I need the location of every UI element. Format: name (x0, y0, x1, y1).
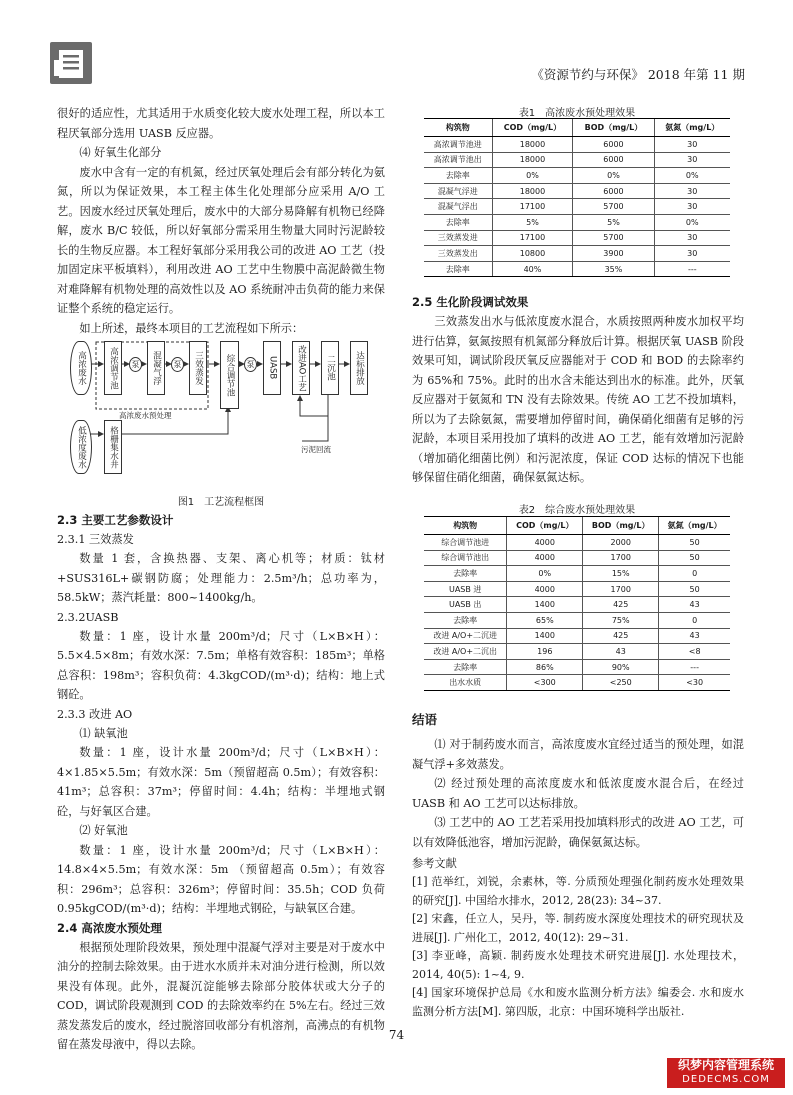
table-cell: 196 (507, 644, 583, 660)
pump-node: 泵 (244, 357, 257, 372)
paragraph: 数量：1 座，设计水量 200m³/d；尺寸（L×B×H）：14.8×4×5.5m；有效水深：5m （预留超高 0.5m）；有效容积：296m³；总容积：326m³；停留时间：35.5h；COD 负荷 0.95kgCOD/(m³·d)；结构：半埋地式钢砼，与缺氧区合建。 (57, 843, 385, 915)
table-cell: 65% (507, 612, 583, 628)
table-cell: 0% (654, 168, 730, 184)
table-cell: --- (659, 659, 730, 675)
table-cell: <250 (583, 675, 659, 691)
references-heading: 参考文献 (412, 857, 457, 870)
table-cell: 6000 (573, 137, 654, 153)
paragraph: 废水中含有一定的有机氮，经过厌氧处理后会有部分转化为氨氮，所以为保证效果，本工程主体生化处理部分应采用 A/O 工艺。因废水经过厌氧处理后，废水中的大部分易降解有机物已经降解，废水 B/C 较低，所以好氧部分需采用生物量大同时污泥龄较长的生物反应器。本工程好氧部分采用我公司的改进 AO 工艺（投加固定床平板填料），利用改进 AO 工艺中生物膜中高泥龄微生物对难降解有机物处理的高效性以及 AO 系统耐冲击负荷的能力来保证整个系统的稳定运行。 (57, 165, 385, 315)
table-cell: 425 (583, 597, 659, 613)
table-header: 构筑物 (424, 119, 492, 137)
table-cell: 17100 (492, 199, 573, 215)
table-cell: 30 (654, 199, 730, 215)
table1 (424, 118, 730, 277)
paragraph: 三效蒸发出水与低浓度废水混合，水质按照两种废水加权平均进行估算，氨氮按照有机氮部分释放后计算。根据厌氧 UASB 阶段效果可知，调试阶段厌氧反应器能对于 COD 和 BOD 的去除率约为 65%和 75%。此时的出水含未能达到出水的标准。此外，厌氧反应器对于氨氮和 TN 没有去除效果。传统 AO 工艺不投加填料，所以为了去除氨氮，需要增加停留时间，确保硝化细菌有足够的污泥龄，本项目采用投加了填料的改进 AO 工艺，能有效增加污泥龄（增加硝化细菌比例）和污泥浓度，保证 COD 达标的情况下也能够保留住硝化细菌，确保氨氮达标。 (412, 315, 744, 484)
table-row (424, 550, 730, 566)
table-cell: 三效蒸发进 (424, 230, 492, 246)
watermark-line2: DEDECMS.COM (682, 1074, 770, 1085)
table-cell: 30 (654, 246, 730, 262)
subsection-heading: 2.3.2UASB (57, 610, 119, 624)
journal-title: 《资源节约与环保》 2018 年第 11 期 (531, 67, 745, 82)
item-title: ⑵ 好氧池 (79, 824, 128, 837)
table-cell: <30 (659, 675, 730, 691)
table-header: COD（mg/L） (507, 517, 583, 535)
table-row (424, 261, 730, 277)
conclusion-heading: 结语 (412, 712, 438, 727)
table-cell: 去除率 (424, 261, 492, 277)
conclusion-item: ⑵ 经过预处理的高浓度废水和低浓度废水混合后，在经过 UASB 和 AO 工艺可以达标排放。 (412, 777, 744, 810)
conclusion-item: ⑴ 对于制药废水而言，高浓度废水宜经过适当的预处理，如混凝气浮+多效蒸发。 (412, 738, 744, 771)
section-heading: 2.5 生化阶段调试效果 (412, 295, 529, 309)
table-row (424, 612, 730, 628)
table-cell: 去除率 (424, 612, 507, 628)
table-cell: 1700 (583, 550, 659, 566)
table-cell: 75% (583, 612, 659, 628)
table-cell: 去除率 (424, 168, 492, 184)
table-row (424, 214, 730, 230)
table-row (424, 597, 730, 613)
process-flow-diagram (57, 336, 391, 486)
table-cell: UASB 进 (424, 581, 507, 597)
table-row (424, 230, 730, 246)
uasb-node: UASB (263, 341, 281, 395)
table-cell: 6000 (573, 183, 654, 199)
triple-effect-evaporation-node: 三效蒸发 (189, 341, 207, 395)
grid-collection-well-node: 格栅集水井 (104, 420, 122, 474)
right-column-bottom (412, 710, 744, 1021)
table-cell: 高浓调节池进 (424, 137, 492, 153)
journal-logo-icon (50, 42, 92, 84)
table-cell: 4000 (507, 535, 583, 551)
table-cell: 5% (573, 214, 654, 230)
pump-node: 泵 (171, 357, 184, 372)
table-row (424, 199, 730, 215)
table-cell: 86% (507, 659, 583, 675)
table-cell: 三效蒸发出 (424, 246, 492, 262)
table-cell: 0% (573, 168, 654, 184)
table-cell: 43 (583, 644, 659, 660)
right-column-mid (412, 293, 744, 488)
table-cell: 0% (654, 214, 730, 230)
table-cell: 40% (492, 261, 573, 277)
paragraph: 如上所述，最终本项目的工艺流程如下所示： (79, 321, 304, 335)
paragraph: 根据预处理阶段效果，预处理中混凝气浮对主要是对于废水中油分的控制去除效果。由于进水水质并未对油分进行检测，所以效果没有体现。此外，混凝沉淀能够去除部分胶体状或大分子的 COD，调试阶段观测到 COD 的去除效率约在 5%左右。经过三效蒸发蒸发后的废水，经过脱溶回收部分有机溶剂，高沸点的有机物留在蒸发母液中，得以去除。 (57, 940, 385, 1051)
table-row (424, 675, 730, 691)
table-cell: --- (654, 261, 730, 277)
watermark-line1: 织梦内容管理系统 (677, 1058, 774, 1072)
coagulation-flotation-node: 混凝气浮 (147, 341, 165, 395)
table-cell: 改进 A/O+二沉进 (424, 628, 507, 644)
table-cell: 50 (659, 550, 730, 566)
reference-item: [4] 国家环境保护总局《水和废水监测分析方法》编委会. 水和废水监测分析方法[M]. 第四版，北京：中国环境科学出版社. (412, 986, 744, 1018)
table-header: COD（mg/L） (492, 119, 573, 137)
subsection-heading: 2.3.1 三效蒸发 (57, 533, 134, 546)
low-conc-wastewater-node: 低浓度废水 (70, 420, 92, 474)
table-cell: 混凝气浮出 (424, 199, 492, 215)
table1-caption: 表1 高浓废水预处理效果 (518, 108, 636, 119)
table-cell: 18000 (492, 137, 573, 153)
table-cell: 10800 (492, 246, 573, 262)
table-cell: 1400 (507, 597, 583, 613)
table-cell: 混凝气浮进 (424, 183, 492, 199)
table-cell: <300 (507, 675, 583, 691)
left-column-bottom (57, 511, 385, 1055)
table-cell: 18000 (492, 183, 573, 199)
page-number: 74 (388, 1028, 405, 1042)
section-heading: 2.3 主要工艺参数设计 (57, 513, 174, 527)
table-cell: 6000 (573, 152, 654, 168)
pretreatment-label: 高浓废水预处理 (119, 411, 172, 420)
table-header: BOD（mg/L） (583, 517, 659, 535)
table-cell: 3900 (573, 246, 654, 262)
table-header: BOD（mg/L） (573, 119, 654, 137)
left-column-top (57, 104, 385, 338)
discharge-node: 达标排放 (350, 341, 368, 395)
table-cell: 1400 (507, 628, 583, 644)
table-cell: 1700 (583, 581, 659, 597)
table-cell: 35% (573, 261, 654, 277)
table-cell: 30 (654, 183, 730, 199)
secondary-clarifier-node: 二沉池 (321, 341, 339, 395)
table-row (424, 644, 730, 660)
item-title: ⑴ 缺氧池 (79, 726, 128, 740)
table-cell: <8 (659, 644, 730, 660)
reference-item: [2] 宋鑫，任立人，吴丹，等. 制药废水深度处理技术的研究现状及进展[J]. 广州化工，2012, 40(12): 29~31. (412, 912, 744, 944)
table-cell: 50 (659, 535, 730, 551)
table-cell: 4000 (507, 550, 583, 566)
table2 (424, 516, 730, 691)
table-row (424, 168, 730, 184)
table-cell: 综合调节池出 (424, 550, 507, 566)
watermark (667, 1058, 785, 1088)
table-row (424, 566, 730, 582)
table-row (424, 581, 730, 597)
table-row (424, 659, 730, 675)
table-cell: 5% (492, 214, 573, 230)
improved-ao-node: 改进AO工艺 (292, 341, 310, 395)
table-cell: 18000 (492, 152, 573, 168)
table-row (424, 628, 730, 644)
table-header: 构筑物 (424, 517, 507, 535)
table-row (424, 246, 730, 262)
table-cell: 5700 (573, 199, 654, 215)
table-cell: 去除率 (424, 214, 492, 230)
section-title: ⑷ 好氧生化部分 (79, 146, 162, 159)
high-conc-regulating-tank-node: 高浓调节池 (104, 341, 122, 395)
paragraph: 很好的适应性，尤其适用于水质变化较大废水处理工程，所以本工程厌氧部分选用 UASB 反应器。 (57, 107, 385, 140)
table-cell: 2000 (583, 535, 659, 551)
table-cell: 50 (659, 581, 730, 597)
table-cell: 去除率 (424, 659, 507, 675)
table-cell: 17100 (492, 230, 573, 246)
paragraph: 数量：1 座，设计水量 200m³/d；尺寸（L×B×H）：5.5×4.5×8m；有效水深：7.5m；单格有效容积：185m³；单格总容积：198m³；容积负荷：4.3kgCOD/(m³·d)；结构：地上式钢砼。 (57, 629, 385, 701)
conclusion-item: ⑶ 工艺中的 AO 工艺若采用投加填料形式的改进 AO 工艺，可以有效降低池容，增加污泥龄，确保氨氮达标。 (412, 816, 744, 849)
table-cell: 改进 A/O+二沉出 (424, 644, 507, 660)
table2-caption: 表2 综合废水预处理效果 (518, 505, 636, 516)
figure-caption: 图1 工艺流程框图 (177, 497, 265, 508)
high-conc-wastewater-node: 高浓废水 (70, 341, 92, 395)
table-cell: 4000 (507, 581, 583, 597)
pump-node: 泵 (129, 357, 142, 372)
table-row (424, 183, 730, 199)
table-cell: 30 (654, 152, 730, 168)
section-heading: 2.4 高浓废水预处理 (57, 920, 162, 935)
table-row (424, 535, 730, 551)
table-cell: 出水水质 (424, 675, 507, 691)
table-row (424, 137, 730, 153)
subsection-heading: 2.3.3 改进 AO (57, 707, 133, 721)
table-cell: 43 (659, 597, 730, 613)
paragraph: 数量 1 套，含换热器、支架、离心机等；材质：钛材+SUS316L+碳钢防腐；处理能力：2.5m³/h；总功率为，58.5kW；蒸汽耗量：800~1400kg/h。 (57, 552, 385, 604)
table-cell: 43 (659, 628, 730, 644)
table-cell: 综合调节池进 (424, 535, 507, 551)
table-cell: 15% (583, 566, 659, 582)
table-cell: 30 (654, 230, 730, 246)
table-cell: 425 (583, 628, 659, 644)
table-cell: 90% (583, 659, 659, 675)
reference-item: [1] 范举红，刘锐，余素林，等. 分质预处理强化制药废水处理效果的研究[J]. 中国给水排水，2012, 28(23): 34~37. (412, 875, 744, 907)
table-cell: 0 (659, 566, 730, 582)
paragraph: 数量：1 座，设计水量 200m³/d；尺寸（L×B×H）：4×1.85×5.5m；有效水深：5m（预留超高 0.5m）；有效容积：41m³；总容积：37m³；停留时间：4.4h；结构：半埋地式钢砼，与好氧区合建。 (57, 746, 385, 818)
table-cell: UASB 出 (424, 597, 507, 613)
table-cell: 去除率 (424, 566, 507, 582)
table-cell: 0% (507, 566, 583, 582)
comprehensive-regulating-tank-node: 综合调节池 (220, 341, 239, 409)
table-cell: 高浓调节池出 (424, 152, 492, 168)
table-cell: 0% (492, 168, 573, 184)
table-cell: 30 (654, 137, 730, 153)
table-header: 氨氮（mg/L） (654, 119, 730, 137)
reference-item: [3] 李亚峰，高颖. 制药废水处理技术研究进展[J]. 水处理技术，2014, 40(5): 1~4, 9. (412, 949, 744, 981)
sludge-return-label: 污泥回流 (301, 445, 331, 454)
table-header: 氨氮（mg/L） (659, 517, 730, 535)
table-row (424, 152, 730, 168)
table-cell: 0 (659, 612, 730, 628)
table-cell: 5700 (573, 230, 654, 246)
